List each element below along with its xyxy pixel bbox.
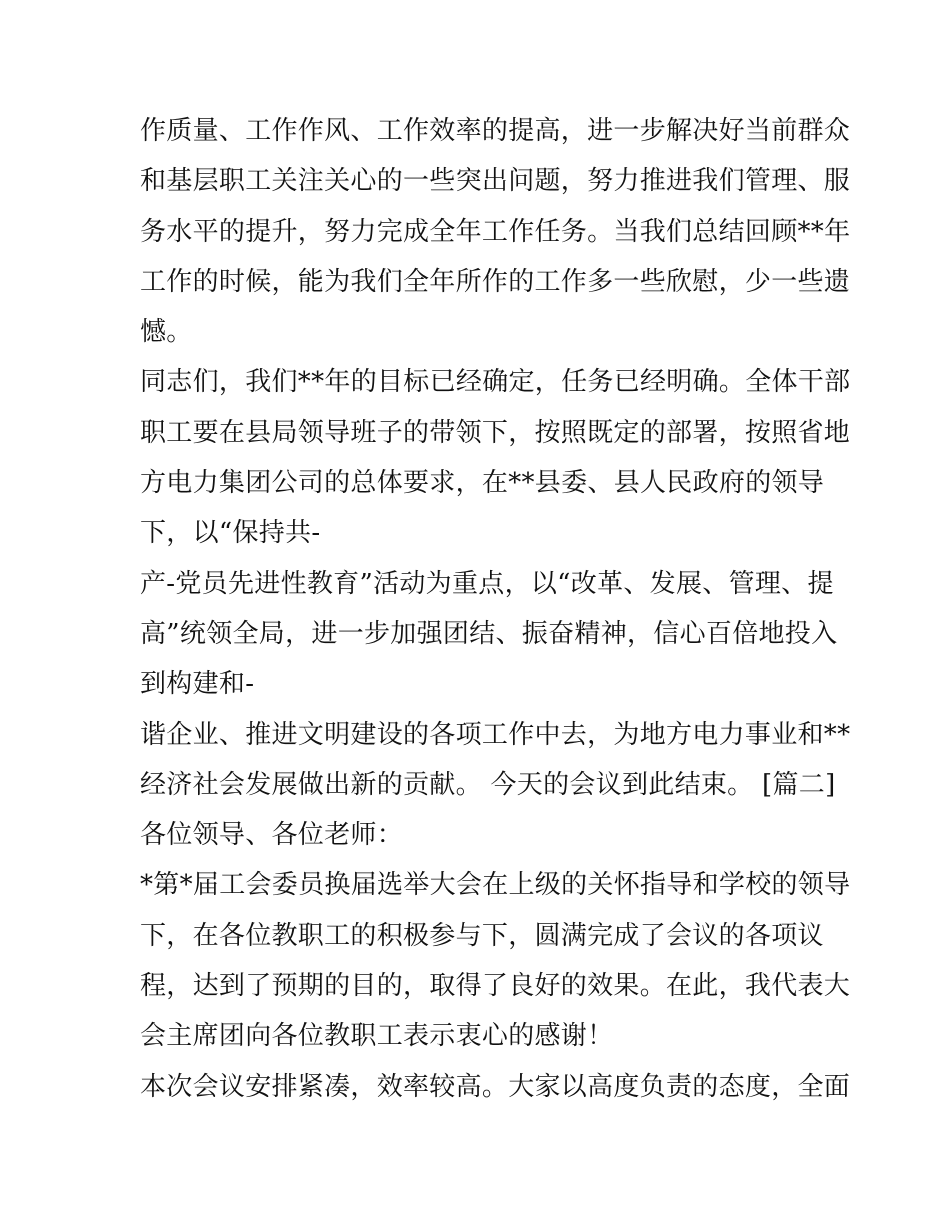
text-line: 本次会议安排紧凑，效率较高。大家以高度负责的态度，全面 <box>140 1071 851 1102</box>
text-line: 务水平的提升，努力完成全年工作任务。当我们总结回顾**年 <box>140 216 851 247</box>
text-line: 产-党员先进性教育”活动为重点，以“改革、发展、管理、提 <box>140 568 834 599</box>
text-line: 会主席团向各位教职工表示衷心的感谢！ <box>140 1021 614 1052</box>
text-line: 憾。 <box>140 317 193 348</box>
text-line: 方电力集团公司的总体要求，在**县委、县人民政府的领导 <box>140 468 825 499</box>
text-line: 职工要在县局领导班子的带领下，按照既定的部署，按照省地 <box>140 417 851 448</box>
text-line: 到构建和- <box>140 669 255 700</box>
text-line: 程，达到了预期的目的，取得了良好的效果。在此，我代表大 <box>140 971 851 1002</box>
text-line: 各位领导、各位老师： <box>140 820 404 851</box>
text-line: 作质量、工作作风、工作效率的提高，进一步解决好当前群众 <box>140 116 851 146</box>
text-line: 同志们，我们**年的目标已经确定，任务已经明确。全体干部 <box>140 367 851 398</box>
text-line: *第*届工会委员换届选举大会在上级的关怀指导和学校的领导 <box>140 870 851 901</box>
document-body <box>140 106 851 1112</box>
text-line: 经济社会发展做出新的贡献。 今天的会议到此结束。 [篇二] <box>140 769 836 800</box>
text-line: 和基层职工关注关心的一些突出问题，努力推进我们管理、服 <box>140 166 851 197</box>
text-line: 谐企业、推进文明建设的各项工作中去，为地方电力事业和** <box>140 719 851 750</box>
text-line: 下，以“保持共- <box>140 518 321 549</box>
text-line: 高”统领全局，进一步加强团结、振奋精神，信心百倍地投入 <box>140 618 838 649</box>
text-line: 工作的时候，能为我们全年所作的工作多一些欣慰，少一些遗 <box>140 266 851 297</box>
text-line: 下，在各位教职工的积极参与下，圆满完成了会议的各项议 <box>140 920 824 951</box>
